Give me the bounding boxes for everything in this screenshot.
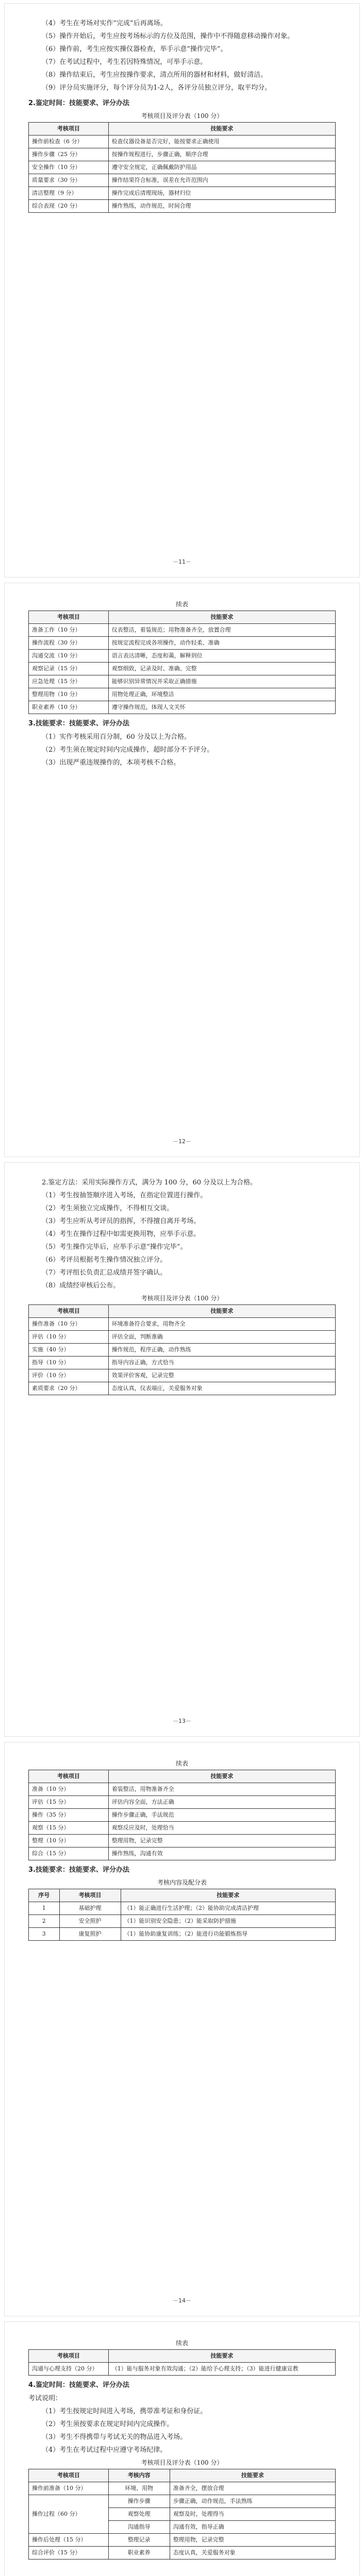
table-caption: 考核项目及评分表（100 分） <box>141 2459 223 2466</box>
paragraph: 2.鉴定方法：采用实际操作方式，满分为 100 分，60 分及以上为合格。 <box>42 1179 257 1187</box>
paragraph: （2）考生须独立完成操作，不得相互交谈。 <box>42 1205 174 1212</box>
table-cell: 观察细致，记录及时、准确、完整 <box>108 663 335 675</box>
table-cell: 沟通交流（10 分） <box>29 650 109 663</box>
content-table <box>28 1889 336 1941</box>
table-row <box>29 1382 336 1395</box>
paragraph: （6）考评员根据考生操作情况独立评分。 <box>42 1256 167 1264</box>
table-cell: 操作后处理（15 分） <box>29 2534 109 2547</box>
document-page-3 <box>4 1162 360 1737</box>
table-header: 考核项目 <box>29 123 109 135</box>
table-cell: （1）能与服务对象有效沟通；（2）能给予心理支持；（3）能进行健康宣教 <box>108 2363 335 2376</box>
table-cell: 职业素养 <box>108 2547 170 2560</box>
table-cell: 检查仪器设备是否完好，能按要求正确使用 <box>108 135 335 148</box>
page-number: －12－ <box>173 1138 191 1145</box>
table-cell: 综合评价（15 分） <box>29 2547 109 2560</box>
document-page-5 <box>4 2321 360 2576</box>
table-header: 考核项目 <box>29 1770 109 1783</box>
table-cell: 操作步骤正确，手法规范 <box>108 1809 335 1822</box>
paragraph: （9）评分员实施评分，每个评分员为1-2人，各评分员独立评分，取平均分。 <box>42 84 272 92</box>
table-row <box>29 663 336 675</box>
table-cell: 整理用物，记录完整 <box>170 2534 335 2547</box>
paragraph: （7）在考试过程中，考生若因特殊情况，可举手示意。 <box>42 58 207 66</box>
table-cell: 能够识别异常情况并采取正确措施 <box>108 675 335 688</box>
table-row <box>29 135 336 148</box>
assessment-table <box>28 611 336 714</box>
table-cell: 按规定流程完成各项操作，动作轻柔、准确 <box>108 637 335 650</box>
table-cell: 职业素养（10 分） <box>29 701 109 714</box>
section-heading: 2.鉴定时间：技能要求、评分办法 <box>28 99 129 107</box>
table-cell: 态度认真，仪表端庄，关爱服务对象 <box>108 1382 335 1395</box>
table-cell: 语言表达清晰，态度和蔼，解释到位 <box>108 650 335 663</box>
table-row <box>29 1344 336 1357</box>
table-row <box>29 1796 336 1809</box>
table-header: 技能要求 <box>108 123 335 135</box>
table-caption: 考核内容及配分表 <box>157 1879 207 1886</box>
table-header: 技能要求 <box>108 1770 335 1783</box>
paragraph: （2）考生须在规定时间内完成操作，超时部分不予评分。 <box>42 746 214 754</box>
table-cell: 准备工作（10 分） <box>29 624 109 637</box>
table-header: 考核内容 <box>108 2469 170 2482</box>
table-cell: 沟通指导 <box>108 2521 170 2534</box>
page-number: －11－ <box>173 558 191 565</box>
table-cell: 准备（10 分） <box>29 1783 109 1796</box>
paragraph: （5）考生操作完毕后，应举手示意“操作完毕”。 <box>42 1243 187 1251</box>
table-cell: 质量要求（30 分） <box>29 174 109 187</box>
table-header: 技能要求 <box>170 2469 335 2482</box>
table-cell: 效果评价客观，记录完整 <box>108 1369 335 1382</box>
table-cell: 观察及时，处理得当 <box>170 2508 335 2521</box>
paragraph: （4）考生在考场对实作“完成”后再离场。 <box>42 20 167 27</box>
table-cell: 清洁整理（9 分） <box>29 187 109 200</box>
table-row <box>29 701 336 714</box>
section-heading: 3.技能要求：技能要求、评分办法 <box>28 720 129 727</box>
paragraph: （7）考评组长负责汇总成绩并签字确认。 <box>42 1269 167 1277</box>
assessment-table <box>28 122 336 213</box>
document-page-2 <box>4 583 360 1157</box>
assessment-table <box>28 2349 336 2376</box>
table-cell: 沟通有效，指导正确 <box>170 2521 335 2534</box>
table-row <box>29 650 336 663</box>
table-row <box>29 2363 336 2376</box>
table-cell: 观察处理 <box>108 2508 170 2521</box>
table-cell: 素质要求（20 分） <box>29 1382 109 1395</box>
paragraph: （4）考生在考试过程中应遵守考场纪律。 <box>42 2446 167 2454</box>
scoring-table <box>28 2469 336 2560</box>
paragraph: （6）操作前，考生应按实操仪器检查，举手示意“操作完毕”。 <box>42 45 227 53</box>
table-row <box>29 187 336 200</box>
table-row <box>29 675 336 688</box>
paragraph: （5）操作开始后，考生应按考场标示的方位及范围，操作中不得随意移动操作对象。 <box>42 32 294 40</box>
table-cell: （1）能协助康复训练；（2）能进行功能锻炼指导 <box>121 1928 336 1941</box>
table-header: 技能要求 <box>108 1305 335 1318</box>
table-cell: 综合（15 分） <box>29 1848 109 1860</box>
table-header: 考核项目 <box>29 611 109 624</box>
table-header: 考核项目 <box>29 2469 109 2482</box>
table-header: 序号 <box>29 1889 60 1902</box>
assessment-table <box>28 1304 336 1395</box>
table-row <box>29 1357 336 1369</box>
table-cell: 综合表现（20 分） <box>29 200 109 213</box>
table-cell: 按操作规程进行，步骤正确，顺序合理 <box>108 148 335 161</box>
table-cell: 观察反应及时，处理恰当 <box>108 1822 335 1835</box>
table-cell: 仪表整洁，着装规范；用物准备齐全，放置合理 <box>108 624 335 637</box>
table-header: 考核项目 <box>29 1305 109 1318</box>
table-cell: 着装整洁，用物准备齐全 <box>108 1783 335 1796</box>
table-cell: 整理记录 <box>108 2534 170 2547</box>
table-row <box>29 1822 336 1835</box>
table-caption: 续表 <box>175 2340 188 2347</box>
table-cell: 操作准备（10 分） <box>29 1318 109 1331</box>
table-row <box>29 1809 336 1822</box>
table-caption: 考核项目及评分表（100 分） <box>141 1295 223 1302</box>
table-cell: 操作规范，程序正确，动作熟练 <box>108 1344 335 1357</box>
document-page-4 <box>4 1742 360 2316</box>
table-cell: 应急处理（15 分） <box>29 675 109 688</box>
table-cell: 观察记录（15 分） <box>29 663 109 675</box>
table-cell: 操作步骤（25 分） <box>29 148 109 161</box>
table-cell: 2 <box>29 1915 60 1928</box>
table-header: 考核项目 <box>59 1889 121 1902</box>
table-row <box>29 2547 336 2560</box>
table-row <box>29 1902 336 1915</box>
table-row <box>29 1915 336 1928</box>
table-cell: 康复照护 <box>59 1928 121 1941</box>
section-heading: 3.技能要求：技能要求、评分办法 <box>28 1866 129 1874</box>
paragraph: （1）考生按规定时间进入考场，携带准考证和身份证。 <box>42 2408 207 2415</box>
table-caption: 续表 <box>175 1760 188 1767</box>
page-number: －13－ <box>173 1718 191 1724</box>
table-row <box>29 1835 336 1848</box>
paragraph: （2）考生须按要求在规定时间内完成操作。 <box>42 2420 174 2428</box>
table-cell: 操作步骤 <box>108 2495 170 2508</box>
table-cell: 操作前检查（6 分） <box>29 135 109 148</box>
table-cell: 遵守操作规范，体现人文关怀 <box>108 701 335 714</box>
table-row <box>29 2495 336 2508</box>
paragraph: （1）实作考核采用百分制，60 分及以上为合格。 <box>42 733 191 741</box>
table-cell: 操作过程（60 分） <box>29 2495 109 2534</box>
table-header: 技能要求 <box>121 1889 336 1902</box>
table-cell: 环境准备符合要求，用物齐全 <box>108 1318 335 1331</box>
table-caption: 考核项目及评分表（100 分） <box>141 112 223 120</box>
document-page-1 <box>4 3 360 578</box>
table-cell: 评估（15 分） <box>29 1796 109 1809</box>
table-row <box>29 1369 336 1382</box>
assessment-table <box>28 1770 336 1860</box>
table-cell: 操作熟练，沟通有效 <box>108 1848 335 1860</box>
table-row <box>29 2534 336 2547</box>
table-row <box>29 637 336 650</box>
table-cell: 操作结果符合标准，误差在允许范围内 <box>108 174 335 187</box>
table-row <box>29 1331 336 1344</box>
table-cell: 评估（10 分） <box>29 1331 109 1344</box>
paragraph: （4）考生在操作过程中如需更换用物，应举手示意。 <box>42 1230 201 1238</box>
table-cell: 评价（10 分） <box>29 1369 109 1382</box>
table-cell: 用物处理正确，环境整洁 <box>108 688 335 701</box>
table-row <box>29 1783 336 1796</box>
paragraph: （8）成绩经审核后公布。 <box>42 1282 120 1290</box>
table-cell: 操作完成后清理现场，器材归位 <box>108 187 335 200</box>
table-header: 技能要求 <box>108 2350 335 2363</box>
paragraph: 考试说明： <box>28 2395 62 2402</box>
table-caption: 续表 <box>175 601 188 608</box>
table-row <box>29 148 336 161</box>
table-row <box>29 174 336 187</box>
table-cell: 整理用物，记录完整 <box>108 1835 335 1848</box>
table-cell: 实施（40 分） <box>29 1344 109 1357</box>
table-cell: 整理（10 分） <box>29 1835 109 1848</box>
table-row <box>29 624 336 637</box>
table-cell: 准备齐全，摆放合理 <box>170 2482 335 2495</box>
table-cell: 步骤正确，动作规范，手法熟练 <box>170 2495 335 2508</box>
paragraph: （8）操作结束后，考生应按操作要求，清点所用的器材和材料，做好清洁。 <box>42 71 268 79</box>
table-row <box>29 1928 336 1941</box>
table-row <box>29 1318 336 1331</box>
table-cell: 操作流程（30 分） <box>29 637 109 650</box>
table-cell: 沟通与心理支持（20 分） <box>29 2363 109 2376</box>
table-cell: 环境、用物 <box>108 2482 170 2495</box>
table-row <box>29 200 336 213</box>
paragraph: （3）出现严重违规操作的，本项考核不合格。 <box>42 759 180 767</box>
page-number: －14－ <box>173 2297 191 2304</box>
paragraph: （3）考生应听从考评员的指挥，不得擅自离开考场。 <box>42 1217 201 1225</box>
paragraph: （1）考生按抽签顺序进入考场，在指定位置进行操作。 <box>42 1192 207 1199</box>
table-header: 技能要求 <box>108 611 335 624</box>
table-cell: 操作前准备（10 分） <box>29 2482 109 2495</box>
table-row <box>29 1848 336 1860</box>
table-cell: 指导（10 分） <box>29 1357 109 1369</box>
table-cell: 观察（15 分） <box>29 1822 109 1835</box>
table-cell: 安全操作（10 分） <box>29 161 109 174</box>
section-heading: 4.鉴定时间：技能要求、评分办法 <box>28 2381 129 2389</box>
table-cell: 整理用物（10 分） <box>29 688 109 701</box>
table-row <box>29 161 336 174</box>
table-cell: 指导内容正确，方式恰当 <box>108 1357 335 1369</box>
table-cell: 1 <box>29 1902 60 1915</box>
table-cell: （1）能识别安全隐患；（2）能采取防护措施 <box>121 1915 336 1928</box>
paragraph: （3）考生不得携带与考试无关的物品进入考场。 <box>42 2433 187 2441</box>
table-cell: 评估全面，判断准确 <box>108 1331 335 1344</box>
table-cell: （1）能正确进行生活护理；（2）能协助完成清洁护理 <box>121 1902 336 1915</box>
table-cell: 3 <box>29 1928 60 1941</box>
table-cell: 基础护理 <box>59 1902 121 1915</box>
table-cell: 遵守安全规定，正确佩戴防护用品 <box>108 161 335 174</box>
table-row <box>29 2482 336 2495</box>
table-header: 考核项目 <box>29 2350 109 2363</box>
table-cell: 态度认真，关爱服务对象 <box>170 2547 335 2560</box>
table-cell: 操作（35 分） <box>29 1809 109 1822</box>
table-cell: 操作熟练，动作规范，时间合理 <box>108 200 335 213</box>
table-cell: 评估内容全面，方法正确 <box>108 1796 335 1809</box>
table-row <box>29 688 336 701</box>
table-cell: 安全照护 <box>59 1915 121 1928</box>
